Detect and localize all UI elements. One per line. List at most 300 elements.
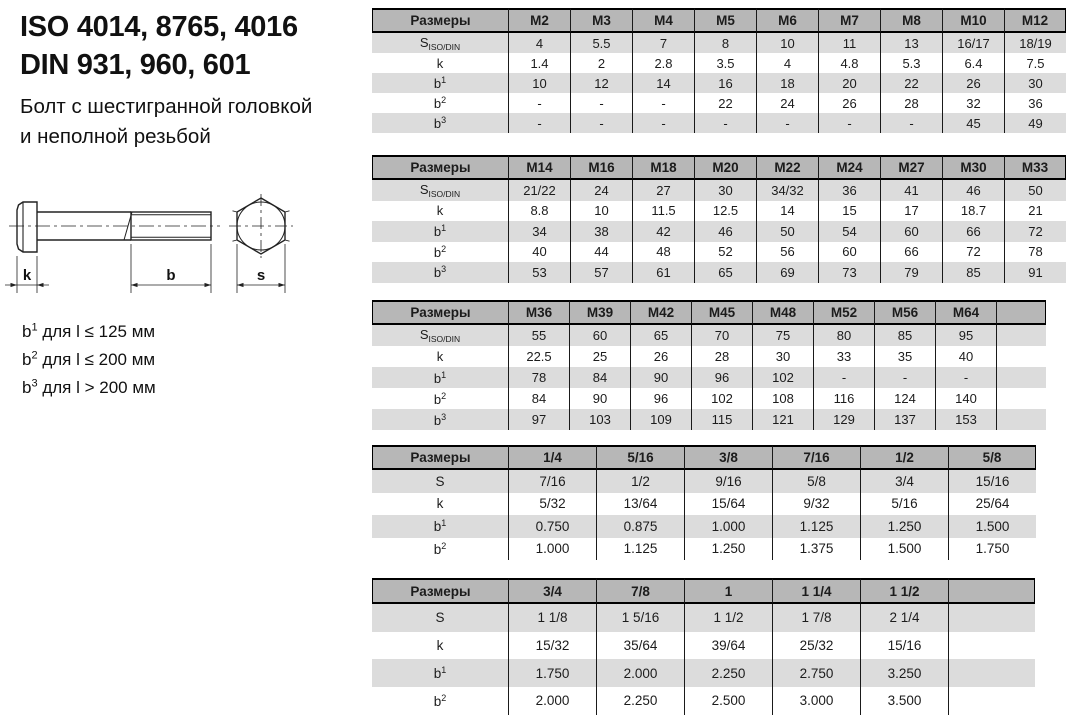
- value-cell: 124: [874, 388, 935, 409]
- value-cell: 4: [508, 33, 570, 53]
- value-cell: 1.125: [596, 538, 684, 561]
- arrowhead: [37, 283, 44, 287]
- value-cell: -: [756, 113, 818, 133]
- value-cell: 7: [632, 33, 694, 53]
- dim-label-k: k: [22, 267, 32, 284]
- value-cell: 54: [818, 221, 880, 242]
- corner-tick: [285, 240, 290, 241]
- value-cell: 2: [570, 53, 632, 73]
- value-cell: 14: [756, 201, 818, 222]
- value-cell: 1.000: [508, 538, 596, 561]
- table-header-row: [372, 445, 1036, 470]
- table-row: [372, 632, 1035, 660]
- size-header-cell: Размеры: [372, 155, 508, 180]
- value-cell: 28: [880, 93, 942, 113]
- value-cell: 5/8: [772, 470, 860, 493]
- column-header-cell: M8: [880, 8, 942, 33]
- value-cell: 5.5: [570, 33, 632, 53]
- column-header-cell: 5/16: [596, 445, 684, 470]
- value-cell: 121: [752, 409, 813, 430]
- row-label-cell: k: [436, 496, 444, 512]
- value-cell: 11: [818, 33, 880, 53]
- value-cell: 1.125: [772, 515, 860, 538]
- value-cell: 80: [813, 325, 874, 346]
- value-cell: 1.4: [508, 53, 570, 73]
- row-label-cell: S: [435, 473, 445, 489]
- size-header-cell: Размеры: [372, 445, 508, 470]
- value-cell: 116: [813, 388, 874, 409]
- subtitle-line2: и неполной резьбой: [20, 125, 211, 148]
- value-cell: 1 7/8: [772, 604, 860, 632]
- value-cell: 46: [694, 221, 756, 242]
- value-cell: 3/4: [860, 470, 948, 493]
- table-row: [372, 73, 1066, 93]
- value-cell: 2.000: [508, 687, 596, 715]
- row-label-cell: k: [436, 638, 444, 654]
- row-label-cell: k: [436, 55, 444, 71]
- dim-label-b: b: [166, 267, 176, 284]
- bolt-side-view: [9, 202, 220, 252]
- size-header-cell: Размеры: [372, 578, 508, 604]
- empty-cell: [948, 659, 1035, 687]
- value-cell: 84: [508, 388, 569, 409]
- value-cell: 1.500: [860, 538, 948, 561]
- value-cell: 1/2: [596, 470, 684, 493]
- dimensions-table-imperial-threequarters-oneandhalf: [372, 578, 1035, 715]
- subtitle-block: [20, 92, 312, 152]
- value-cell: 22: [694, 93, 756, 113]
- arrowhead: [131, 283, 138, 287]
- value-cell: 53: [508, 262, 570, 283]
- value-cell: 1.250: [860, 515, 948, 538]
- value-cell: 90: [569, 388, 630, 409]
- column-header-cell: M14: [508, 155, 570, 180]
- corner-tick: [285, 211, 290, 212]
- value-cell: 5.3: [880, 53, 942, 73]
- value-cell: 0.750: [508, 515, 596, 538]
- value-cell: 103: [569, 409, 630, 430]
- table-row: [372, 367, 1046, 388]
- column-header-cell: 5/8: [948, 445, 1036, 470]
- table-header-row: [372, 8, 1066, 33]
- value-cell: 66: [880, 242, 942, 263]
- column-header-cell: 1 1/2: [860, 578, 948, 604]
- value-cell: 33: [813, 346, 874, 367]
- value-cell: 1.375: [772, 538, 860, 561]
- column-header-cell: M64: [935, 300, 996, 325]
- value-cell: 5/32: [508, 493, 596, 516]
- value-cell: 56: [756, 242, 818, 263]
- row-label-cell: $b^2$: [433, 692, 447, 709]
- row-label-cell: k: [436, 349, 444, 364]
- value-cell: 2.750: [772, 659, 860, 687]
- column-header-cell: M27: [880, 155, 942, 180]
- value-cell: 2.250: [684, 659, 772, 687]
- arrowhead: [205, 283, 212, 287]
- value-cell: 35/64: [596, 632, 684, 660]
- value-cell: 24: [756, 93, 818, 113]
- table-row: [372, 538, 1036, 561]
- value-cell: 30: [752, 346, 813, 367]
- value-cell: 44: [570, 242, 632, 263]
- value-cell: 102: [752, 367, 813, 388]
- value-cell: 34: [508, 221, 570, 242]
- table-row: [372, 659, 1035, 687]
- value-cell: 96: [691, 367, 752, 388]
- column-header-cell: 7/16: [772, 445, 860, 470]
- arrowhead: [237, 283, 244, 287]
- value-cell: 3.500: [860, 687, 948, 715]
- value-cell: 91: [1004, 262, 1066, 283]
- column-header-cell: M30: [942, 155, 1004, 180]
- value-cell: 17: [880, 201, 942, 222]
- empty-cell: [996, 388, 1046, 409]
- dim-label-s: s: [256, 267, 266, 284]
- row-label-cell: $b^1$: [433, 369, 447, 386]
- value-cell: 0.875: [596, 515, 684, 538]
- value-cell: 72: [942, 242, 1004, 263]
- column-header-cell: M48: [752, 300, 813, 325]
- table-row: [372, 515, 1036, 538]
- page-title-line1: ISO 4014, 8765, 4016: [20, 11, 298, 43]
- value-cell: 38: [570, 221, 632, 242]
- row-label-cell: $S_{ISO/DIN}$: [419, 327, 461, 344]
- value-cell: 11.5: [632, 201, 694, 222]
- value-cell: 2.250: [596, 687, 684, 715]
- value-cell: 73: [818, 262, 880, 283]
- value-cell: 97: [508, 409, 569, 430]
- value-cell: 14: [632, 73, 694, 93]
- value-cell: 25: [569, 346, 630, 367]
- value-cell: 20: [818, 73, 880, 93]
- value-cell: 3.5: [694, 53, 756, 73]
- bolt-head-outline: [17, 202, 37, 252]
- empty-cell: [996, 325, 1046, 346]
- value-cell: 22.5: [508, 346, 569, 367]
- value-cell: 52: [694, 242, 756, 263]
- arrowhead: [11, 283, 18, 287]
- value-cell: 102: [691, 388, 752, 409]
- value-cell: 1.750: [508, 659, 596, 687]
- table-row: [372, 493, 1036, 516]
- column-header-cell: M20: [694, 155, 756, 180]
- value-cell: 66: [942, 221, 1004, 242]
- value-cell: 26: [818, 93, 880, 113]
- value-cell: 75: [752, 325, 813, 346]
- value-cell: 39/64: [684, 632, 772, 660]
- value-cell: 13: [880, 33, 942, 53]
- size-header-cell: Размеры: [372, 300, 508, 325]
- value-cell: 8: [694, 33, 756, 53]
- value-cell: 72: [1004, 221, 1066, 242]
- value-cell: 2.000: [596, 659, 684, 687]
- value-cell: 35: [874, 346, 935, 367]
- table-row: [372, 409, 1046, 430]
- subtitle-line1: Болт с шестигранной головкой: [20, 95, 313, 118]
- value-cell: 24: [570, 180, 632, 201]
- row-label-cell: k: [436, 203, 444, 219]
- size-header-cell: Размеры: [372, 8, 508, 33]
- value-cell: 46: [942, 180, 1004, 201]
- value-cell: 1.750: [948, 538, 1036, 561]
- value-cell: -: [935, 367, 996, 388]
- dimensions-table-metric-m36-m64: [372, 300, 1046, 430]
- table-row: [372, 325, 1046, 346]
- value-cell: 60: [818, 242, 880, 263]
- value-cell: -: [508, 93, 570, 113]
- column-header-cell: 7/8: [596, 578, 684, 604]
- dimension-k: [5, 256, 49, 293]
- value-cell: 10: [508, 73, 570, 93]
- value-cell: 18/19: [1004, 33, 1066, 53]
- value-cell: 85: [942, 262, 1004, 283]
- column-header-cell: 1 1/4: [772, 578, 860, 604]
- value-cell: 10: [570, 201, 632, 222]
- value-cell: 40: [508, 242, 570, 263]
- value-cell: 30: [694, 180, 756, 201]
- value-cell: 45: [942, 113, 1004, 133]
- value-cell: 15/16: [860, 632, 948, 660]
- value-cell: 85: [874, 325, 935, 346]
- value-cell: 22: [880, 73, 942, 93]
- value-cell: 18: [756, 73, 818, 93]
- value-cell: 26: [630, 346, 691, 367]
- title-block: [20, 8, 298, 84]
- value-cell: 4.8: [818, 53, 880, 73]
- value-cell: 18.7: [942, 201, 1004, 222]
- value-cell: 70: [691, 325, 752, 346]
- value-cell: 2 1/4: [860, 604, 948, 632]
- table-header-row: [372, 300, 1046, 325]
- value-cell: 36: [1004, 93, 1066, 113]
- value-cell: -: [813, 367, 874, 388]
- column-header-cell: M22: [756, 155, 818, 180]
- table-row: [372, 53, 1066, 73]
- dimensions-table-imperial-quarter-fiveeighths: [372, 445, 1036, 560]
- value-cell: -: [632, 113, 694, 133]
- value-cell: 153: [935, 409, 996, 430]
- table-row: [372, 93, 1066, 113]
- row-label-cell: $b^2$: [433, 390, 447, 407]
- value-cell: 7/16: [508, 470, 596, 493]
- column-header-cell: M56: [874, 300, 935, 325]
- value-cell: -: [570, 113, 632, 133]
- value-cell: -: [874, 367, 935, 388]
- column-header-cell: 3/4: [508, 578, 596, 604]
- value-cell: 36: [818, 180, 880, 201]
- value-cell: 25/32: [772, 632, 860, 660]
- row-label-cell: $b^1$: [433, 518, 447, 535]
- value-cell: 1.500: [948, 515, 1036, 538]
- table-row: [372, 470, 1036, 493]
- value-cell: 1 1/2: [684, 604, 772, 632]
- value-cell: 15/16: [948, 470, 1036, 493]
- dimensions-table-metric-m14-m33: [372, 155, 1066, 283]
- footnotes: [22, 318, 156, 402]
- value-cell: 16: [694, 73, 756, 93]
- value-cell: 15/32: [508, 632, 596, 660]
- footnote-b3: $b^3$ для l > 200 мм: [22, 377, 156, 397]
- row-label-cell: $S_{ISO/DIN}$: [419, 181, 461, 199]
- row-label-cell: $b^3$: [433, 115, 447, 131]
- value-cell: 5/16: [860, 493, 948, 516]
- value-cell: 60: [569, 325, 630, 346]
- value-cell: 9/16: [684, 470, 772, 493]
- empty-header-cell: [996, 300, 1046, 325]
- value-cell: 28: [691, 346, 752, 367]
- empty-header-cell: [948, 578, 1035, 604]
- value-cell: 50: [756, 221, 818, 242]
- bolt-end-view: [229, 194, 293, 258]
- row-label-cell: S: [435, 610, 445, 626]
- value-cell: 69: [756, 262, 818, 283]
- table-row: [372, 388, 1046, 409]
- column-header-cell: M39: [569, 300, 630, 325]
- empty-cell: [948, 687, 1035, 715]
- corner-tick: [233, 240, 238, 241]
- value-cell: 4: [756, 53, 818, 73]
- table-row: [372, 604, 1035, 632]
- value-cell: 3.000: [772, 687, 860, 715]
- empty-cell: [948, 632, 1035, 660]
- value-cell: 9/32: [772, 493, 860, 516]
- row-label-cell: $S_{ISO/DIN}$: [419, 34, 461, 52]
- value-cell: 16/17: [942, 33, 1004, 53]
- row-label-cell: $b^3$: [433, 411, 447, 428]
- page-title-line2: DIN 931, 960, 601: [20, 49, 251, 81]
- column-header-cell: M6: [756, 8, 818, 33]
- table-row: [372, 113, 1066, 133]
- value-cell: 1 5/16: [596, 604, 684, 632]
- column-header-cell: M45: [691, 300, 752, 325]
- value-cell: 108: [752, 388, 813, 409]
- row-label-cell: $b^2$: [433, 95, 447, 111]
- value-cell: 15/64: [684, 493, 772, 516]
- value-cell: -: [818, 113, 880, 133]
- value-cell: 1.250: [684, 538, 772, 561]
- value-cell: 25/64: [948, 493, 1036, 516]
- column-header-cell: 3/8: [684, 445, 772, 470]
- value-cell: -: [570, 93, 632, 113]
- table-row: [372, 201, 1066, 222]
- value-cell: 79: [880, 262, 942, 283]
- column-header-cell: M18: [632, 155, 694, 180]
- table-header-row: [372, 578, 1035, 604]
- value-cell: 10: [756, 33, 818, 53]
- empty-cell: [996, 346, 1046, 367]
- value-cell: 8.8: [508, 201, 570, 222]
- value-cell: 90: [630, 367, 691, 388]
- value-cell: 95: [935, 325, 996, 346]
- value-cell: 26: [942, 73, 1004, 93]
- value-cell: 84: [569, 367, 630, 388]
- row-label-cell: $b^1$: [433, 665, 447, 682]
- column-header-cell: M3: [570, 8, 632, 33]
- value-cell: 40: [935, 346, 996, 367]
- table-row: [372, 262, 1066, 283]
- table-row: [372, 221, 1066, 242]
- column-header-cell: 1/4: [508, 445, 596, 470]
- value-cell: 12.5: [694, 201, 756, 222]
- value-cell: 27: [632, 180, 694, 201]
- row-label-cell: $b^2$: [433, 540, 447, 557]
- column-header-cell: M52: [813, 300, 874, 325]
- table-row: [372, 687, 1035, 715]
- value-cell: 1 1/8: [508, 604, 596, 632]
- value-cell: 50: [1004, 180, 1066, 201]
- value-cell: 60: [880, 221, 942, 242]
- value-cell: 49: [1004, 113, 1066, 133]
- value-cell: 34/32: [756, 180, 818, 201]
- value-cell: -: [880, 113, 942, 133]
- column-header-cell: 1/2: [860, 445, 948, 470]
- value-cell: 2.500: [684, 687, 772, 715]
- row-label-cell: $b^2$: [433, 243, 447, 260]
- column-header-cell: M7: [818, 8, 880, 33]
- footnote-b1: $b^1$ для l ≤ 125 мм: [22, 321, 156, 341]
- column-header-cell: M42: [630, 300, 691, 325]
- column-header-cell: M36: [508, 300, 569, 325]
- value-cell: 115: [691, 409, 752, 430]
- value-cell: 21/22: [508, 180, 570, 201]
- column-header-cell: M12: [1004, 8, 1066, 33]
- value-cell: 6.4: [942, 53, 1004, 73]
- empty-cell: [996, 409, 1046, 430]
- value-cell: -: [632, 93, 694, 113]
- value-cell: 3.250: [860, 659, 948, 687]
- empty-cell: [996, 367, 1046, 388]
- value-cell: 12: [570, 73, 632, 93]
- value-cell: 61: [632, 262, 694, 283]
- value-cell: 65: [694, 262, 756, 283]
- value-cell: 41: [880, 180, 942, 201]
- value-cell: 137: [874, 409, 935, 430]
- bolt-diagram: [4, 188, 304, 310]
- value-cell: 78: [1004, 242, 1066, 263]
- table-row: [372, 346, 1046, 367]
- column-header-cell: 1: [684, 578, 772, 604]
- table-row: [372, 180, 1066, 201]
- column-header-cell: M4: [632, 8, 694, 33]
- row-label-cell: $b^1$: [433, 223, 447, 240]
- column-header-cell: M24: [818, 155, 880, 180]
- corner-tick: [233, 211, 238, 212]
- value-cell: 30: [1004, 73, 1066, 93]
- value-cell: 57: [570, 262, 632, 283]
- dimensions-table-metric-m2-m12: [372, 8, 1066, 133]
- column-header-cell: M5: [694, 8, 756, 33]
- table-row: [372, 33, 1066, 53]
- value-cell: 78: [508, 367, 569, 388]
- value-cell: 7.5: [1004, 53, 1066, 73]
- value-cell: 129: [813, 409, 874, 430]
- value-cell: -: [694, 113, 756, 133]
- dimension-b: [131, 244, 211, 293]
- value-cell: 1.000: [684, 515, 772, 538]
- value-cell: 48: [632, 242, 694, 263]
- value-cell: -: [508, 113, 570, 133]
- value-cell: 96: [630, 388, 691, 409]
- value-cell: 109: [630, 409, 691, 430]
- footnote-b2: $b^2$ для l ≤ 200 мм: [22, 349, 156, 369]
- value-cell: 15: [818, 201, 880, 222]
- value-cell: 42: [632, 221, 694, 242]
- arrowhead: [279, 283, 286, 287]
- column-header-cell: M33: [1004, 155, 1066, 180]
- value-cell: 2.8: [632, 53, 694, 73]
- column-header-cell: M2: [508, 8, 570, 33]
- column-header-cell: M16: [570, 155, 632, 180]
